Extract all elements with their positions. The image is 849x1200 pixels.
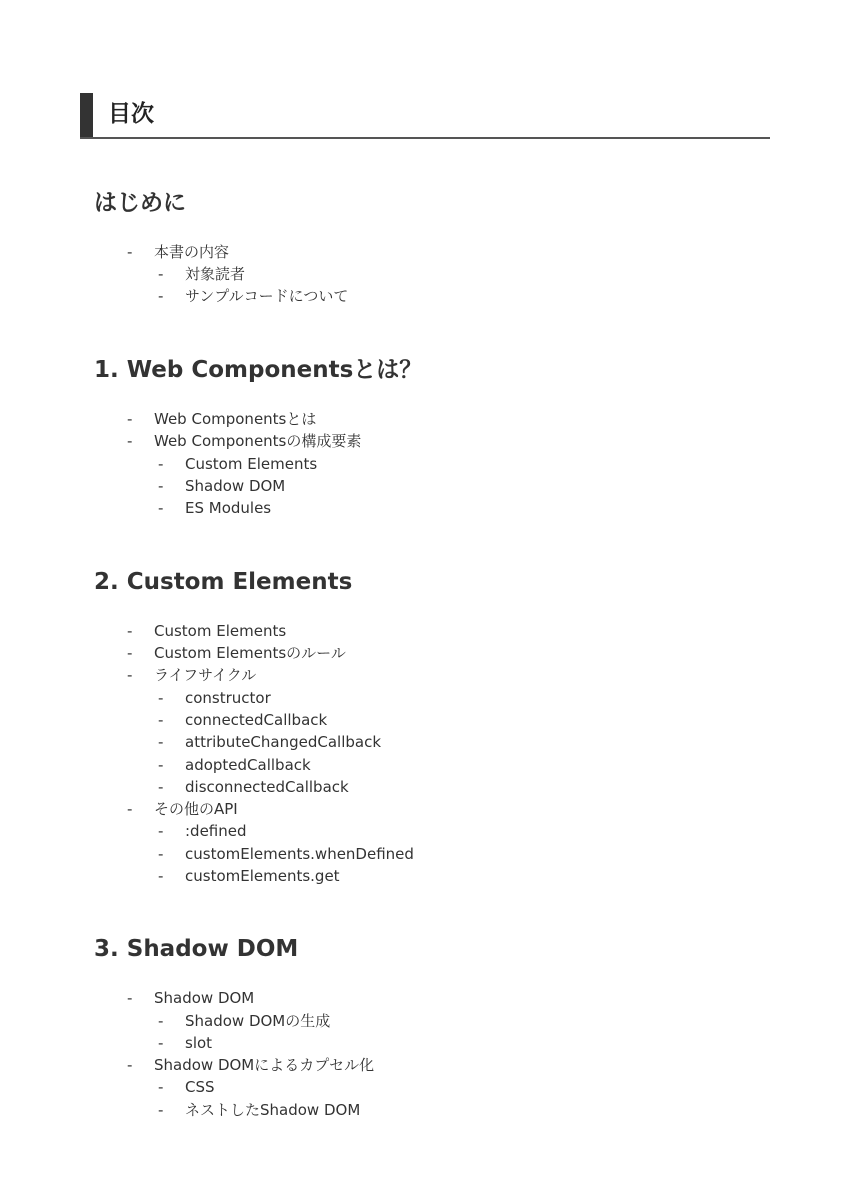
- list-dash: -: [158, 1012, 164, 1030]
- list-dash: -: [158, 1078, 164, 1096]
- toc-item-label: disconnectedCallback: [185, 778, 349, 796]
- toc-title: 目次: [108, 101, 154, 127]
- toc-item-label: ライフサイクル: [154, 666, 257, 684]
- list-dash: -: [158, 689, 164, 707]
- list-dash: -: [127, 644, 133, 662]
- toc-item-label: Web Componentsの構成要素: [154, 432, 362, 450]
- toc-item-label: constructor: [185, 689, 271, 707]
- toc-item-label: Shadow DOMの生成: [185, 1012, 331, 1030]
- toc-item-label: customElements.get: [185, 867, 340, 885]
- toc-header: [80, 93, 770, 139]
- toc-item-label: サンプルコードについて: [185, 287, 349, 305]
- list-dash: -: [158, 1034, 164, 1052]
- list-dash: -: [158, 455, 164, 473]
- toc-item-label: CSS: [185, 1078, 215, 1096]
- list-dash: -: [158, 287, 164, 305]
- toc-item-label: attributeChangedCallback: [185, 733, 382, 751]
- list-dash: -: [127, 432, 133, 450]
- toc-item-label: Shadow DOMによるカプセル化: [154, 1056, 375, 1074]
- toc-item-label: 本書の内容: [154, 243, 230, 261]
- toc-item-label: ES Modules: [185, 499, 272, 517]
- toc-item-label: Web Componentsとは: [154, 410, 317, 428]
- list-dash: -: [158, 778, 164, 796]
- list-dash: -: [127, 800, 133, 818]
- list-dash: -: [158, 867, 164, 885]
- toc-item-label: slot: [185, 1034, 213, 1052]
- toc-item-label: connectedCallback: [185, 711, 328, 729]
- toc-item-label: Custom Elements: [185, 455, 318, 473]
- section-title-custom-elements: 2. Custom Elements: [94, 569, 353, 595]
- toc-item-label: ネストしたShadow DOM: [185, 1101, 361, 1119]
- toc-item-label: 対象読者: [185, 265, 246, 283]
- list-dash: -: [127, 410, 133, 428]
- section-title-introduction: はじめに: [94, 190, 186, 216]
- list-dash: -: [158, 711, 164, 729]
- list-dash: -: [158, 1101, 164, 1119]
- toc-item-label: Custom Elementsのルール: [154, 644, 346, 662]
- list-dash: -: [127, 243, 133, 261]
- list-dash: -: [158, 822, 164, 840]
- section-title-web-components: 1. Web Componentsとは？: [94, 357, 423, 383]
- list-dash: -: [158, 845, 164, 863]
- list-dash: -: [127, 989, 133, 1007]
- toc-item-label: Shadow DOM: [154, 989, 255, 1007]
- list-dash: -: [127, 666, 133, 684]
- toc-item-label: Shadow DOM: [185, 477, 286, 495]
- list-dash: -: [127, 622, 133, 640]
- list-dash: -: [127, 1056, 133, 1074]
- list-dash: -: [158, 499, 164, 517]
- toc-item-label: adoptedCallback: [185, 756, 311, 774]
- toc-item-label: :defined: [185, 822, 247, 840]
- list-dash: -: [158, 756, 164, 774]
- list-dash: -: [158, 733, 164, 751]
- list-dash: -: [158, 265, 164, 283]
- toc-item-label: Custom Elements: [154, 622, 287, 640]
- list-dash: -: [158, 477, 164, 495]
- section-title-shadow-dom: 3. Shadow DOM: [94, 936, 299, 962]
- toc-header-bar: [80, 93, 93, 137]
- toc-item-label: その他のAPI: [154, 800, 238, 818]
- toc-item-label: customElements.whenDefined: [185, 845, 414, 863]
